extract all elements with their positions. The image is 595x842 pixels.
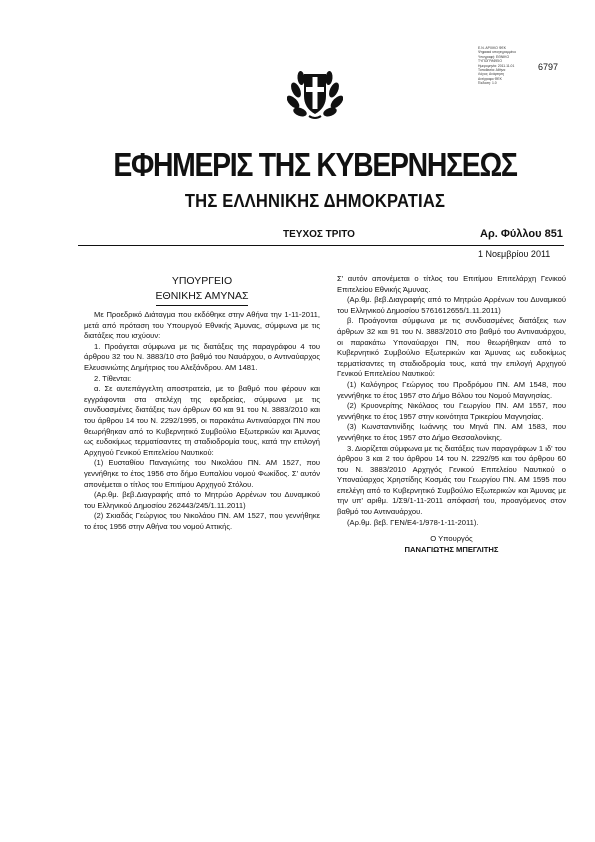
ministry-line: ΥΠΟΥΡΓΕΙΟ <box>171 275 233 287</box>
signatory-name: ΠΑΝΑΓΙΩΤΗΣ ΜΠΕΓΛΙΤΗΣ <box>404 544 499 554</box>
paragraph: 1. Προάγεται σύμφωνα με τις διατάξεις της παραγράφου 4 του άρθρου 32 του Ν. 3883/10 στο βαθμό του Ναυάρχου, ο Αντιναύαρχος Ελευσινιώτης Δημήτριος του Αλεξάνδρου. ΑΜ 1481. <box>84 341 320 372</box>
paragraph: (Αρ.θμ. βεβ. ΓΕΝ/Ε4-1/978-1-11-2011). <box>347 517 479 527</box>
paragraph: α. Σε αυτεπάγγελτη αποστρατεία, με το βαθμό που φέρουν και εγγράφονται στα στελέχη της εφεδρείας, σύμφωνα με τις συνδυασμένες διατάξεις των άρθρων 60 και 91 του Ν. 3883/2010 και του άρθρου 14 του Ν. 2292/1995, οι παρακάτω Αντιναύαρχοι ΠΝ που θεωρήθηκαν από το Κυβερνητικό Συμβούλιο Εξωτερικών και Άμυνας ως ευδοκίμως τερματίσαντες τη σταδιοδρομία τους, κατά την επιλογή Αρχηγού Γενικού Επιτελείου Ναυτικού: <box>84 384 320 457</box>
paragraph: 2. Τίθενται: <box>94 373 132 383</box>
coat-of-arms-emblem <box>287 60 343 122</box>
paragraph: β. Προάγονται σύμφωνα με τις συνδυασμένες διατάξεις των άρθρων 32 και 91 του Ν. 3883/2010 στο βαθμό του Αντιναυάρχου, οι παρακάτω Υποναύαρχοι ΠΝ, που θεωρήθηκαν από το Κυβερνητικό Συμβούλιο Εξωτερικών και Άμυνας ως ευδοκίμως τερματίσαντες τη σταδιοδρομία τους, κατά την επιλογή Αρχηγού Γενικού Επιτελείου Ναυτικού: <box>337 316 566 379</box>
paragraph: (2) Κρυονερίτης Νικόλαος του Γεωργίου ΠΝ. ΑΜ 1557, που γεννήθηκε το έτος 1957 στην κοινότητα Τρικερίου Μαγνησίας. <box>337 401 566 421</box>
issue-type: ΤΕΥΧΟΣ ΤΡΙΤΟ <box>283 229 355 240</box>
sheet-number: Αρ. Φύλλου 851 <box>480 228 563 240</box>
paragraph: 3. Διορίζεται σύμφωνα με τις διατάξεις των παραγράφων 1 ιδ' του άρθρου 3 και 2 του άρθρου 14 του Ν. 2292/95 και του άρθρου 60 του Ν. 3883/2010 Αρχηγός Γενικού Επιτελείου Ναυτικού ο Υποναύαρχος Χρηστίδης Κοσμάς του Γεωργίου ΠΝ. ΑΜ 1595 που επελέγη από το Κυβερνητικό Συμβούλιο Εξωτερικών και Άμυνας με την υπ' αριθμ. 1/Σ9/1-11-2011 απόφασή του, προαγόμενος στον βαθμό του Αντιναυάρχου. <box>337 443 566 517</box>
stamp-line: Λόγος: Ανάρτηση <box>478 72 505 77</box>
stamp-line: Ψηφιακά υπογεγραμμένο <box>478 50 517 55</box>
left-column <box>84 274 320 532</box>
header-divider <box>78 245 564 246</box>
ministry-heading <box>84 274 320 306</box>
right-column <box>337 274 566 555</box>
gazette-title: ΕΦΗΜΕΡΙΣ ΤΗΣ ΚΥΒΕΡΝΗΣΕΩΣ <box>113 146 517 183</box>
paragraph: Σ' αυτόν απονέμεται ο τίτλος του Επιτίμου Επιτελάρχη Γενικού Επιτελείου Εθνικής Άμυνας. <box>337 274 566 294</box>
paragraph: (Αρ.θμ. βεβ.Διαγραφής από το Μητρώο Αρρένων του Δυναμικού του Ελληνικού Δημοσίου 262443/245/1.11.2011) <box>84 490 320 510</box>
gazette-subtitle: ΤΗΣ ΕΛΛΗΝΙΚΗΣ ΔΗΜΟΚΡΑΤΙΑΣ <box>184 191 446 211</box>
digital-signature-stamp <box>478 46 536 86</box>
stamp-line: ΤΥΠΟΓΡΑΦΕΙΟ <box>478 59 503 64</box>
paragraph: (1) Ευσταθίου Παναγιώτης του Νικολάου ΠΝ. ΑΜ 1527, που γεννήθηκε το έτος 1956 στο δήμο Ευπαλίου νομού Φωκίδος. Σ' αυτόν απονέμεται ο τίτλος του Επιτίμου Αρχηγού Στόλου. <box>84 458 320 489</box>
stamp-line: Τοποθεσία: Αθήνα <box>478 68 506 73</box>
paragraph: Με Προεδρικό Διάταγμα που εκδόθηκε στην Αθήνα την 1-11-2011, μετά από πρόταση του Υπουργού Εθνικής Άμυνας, σύμφωνα με τις διατάξεις που ισχύουν: <box>84 310 320 341</box>
page-number: 6797 <box>538 62 559 72</box>
paragraph: (Αρ.θμ. βεβ.Διαγραφής από το Μητρώο Αρρένων του Δυναμικού του Ελληνικού Δημοσίου 5761612655/1.11.2011) <box>337 295 566 315</box>
paragraph: (2) Σκιαδάς Γεώργιος του Νικολάου ΠΝ. ΑΜ 1527, που γεννήθηκε το έτος 1956 στην Αθήνα του νομού Αττικής. <box>84 511 320 531</box>
stamp-line: Υπογραφή: ΕΘΝΙΚΟ <box>478 54 510 59</box>
paragraph: (3) Κωνσταντινίδης Ιωάννης του Μηνά ΠΝ. ΑΜ 1583, που γεννήθηκε το έτος 1957 στο Δήμο Θεσσαλονίκης. <box>337 422 566 442</box>
signatory-title: Ο Υπουργός <box>430 534 473 544</box>
paragraph: (1) Καλόγηρος Γεώργιος του Προδρόμου ΠΝ. ΑΜ 1548, που γεννήθηκε το έτος 1957 στο Δήμο Βόλου του Νομού Μαγνησίας. <box>337 379 566 400</box>
stamp-line: Ε.Ν. ΑΡΧΙΚΟ ΦΕΚ <box>478 46 507 50</box>
stamp-line: Ημερομηνία: 2011.11.01 <box>478 63 515 68</box>
ministry-line: ΕΘΝΙΚΗΣ ΑΜΥΝΑΣ <box>156 289 249 306</box>
issue-date: 1 Νοεμβρίου 2011 <box>478 249 551 259</box>
stamp-line: Αντίγραφο ΦΕΚ <box>478 76 502 81</box>
stamp-line: Έκδοση: 1.0 <box>478 81 497 86</box>
